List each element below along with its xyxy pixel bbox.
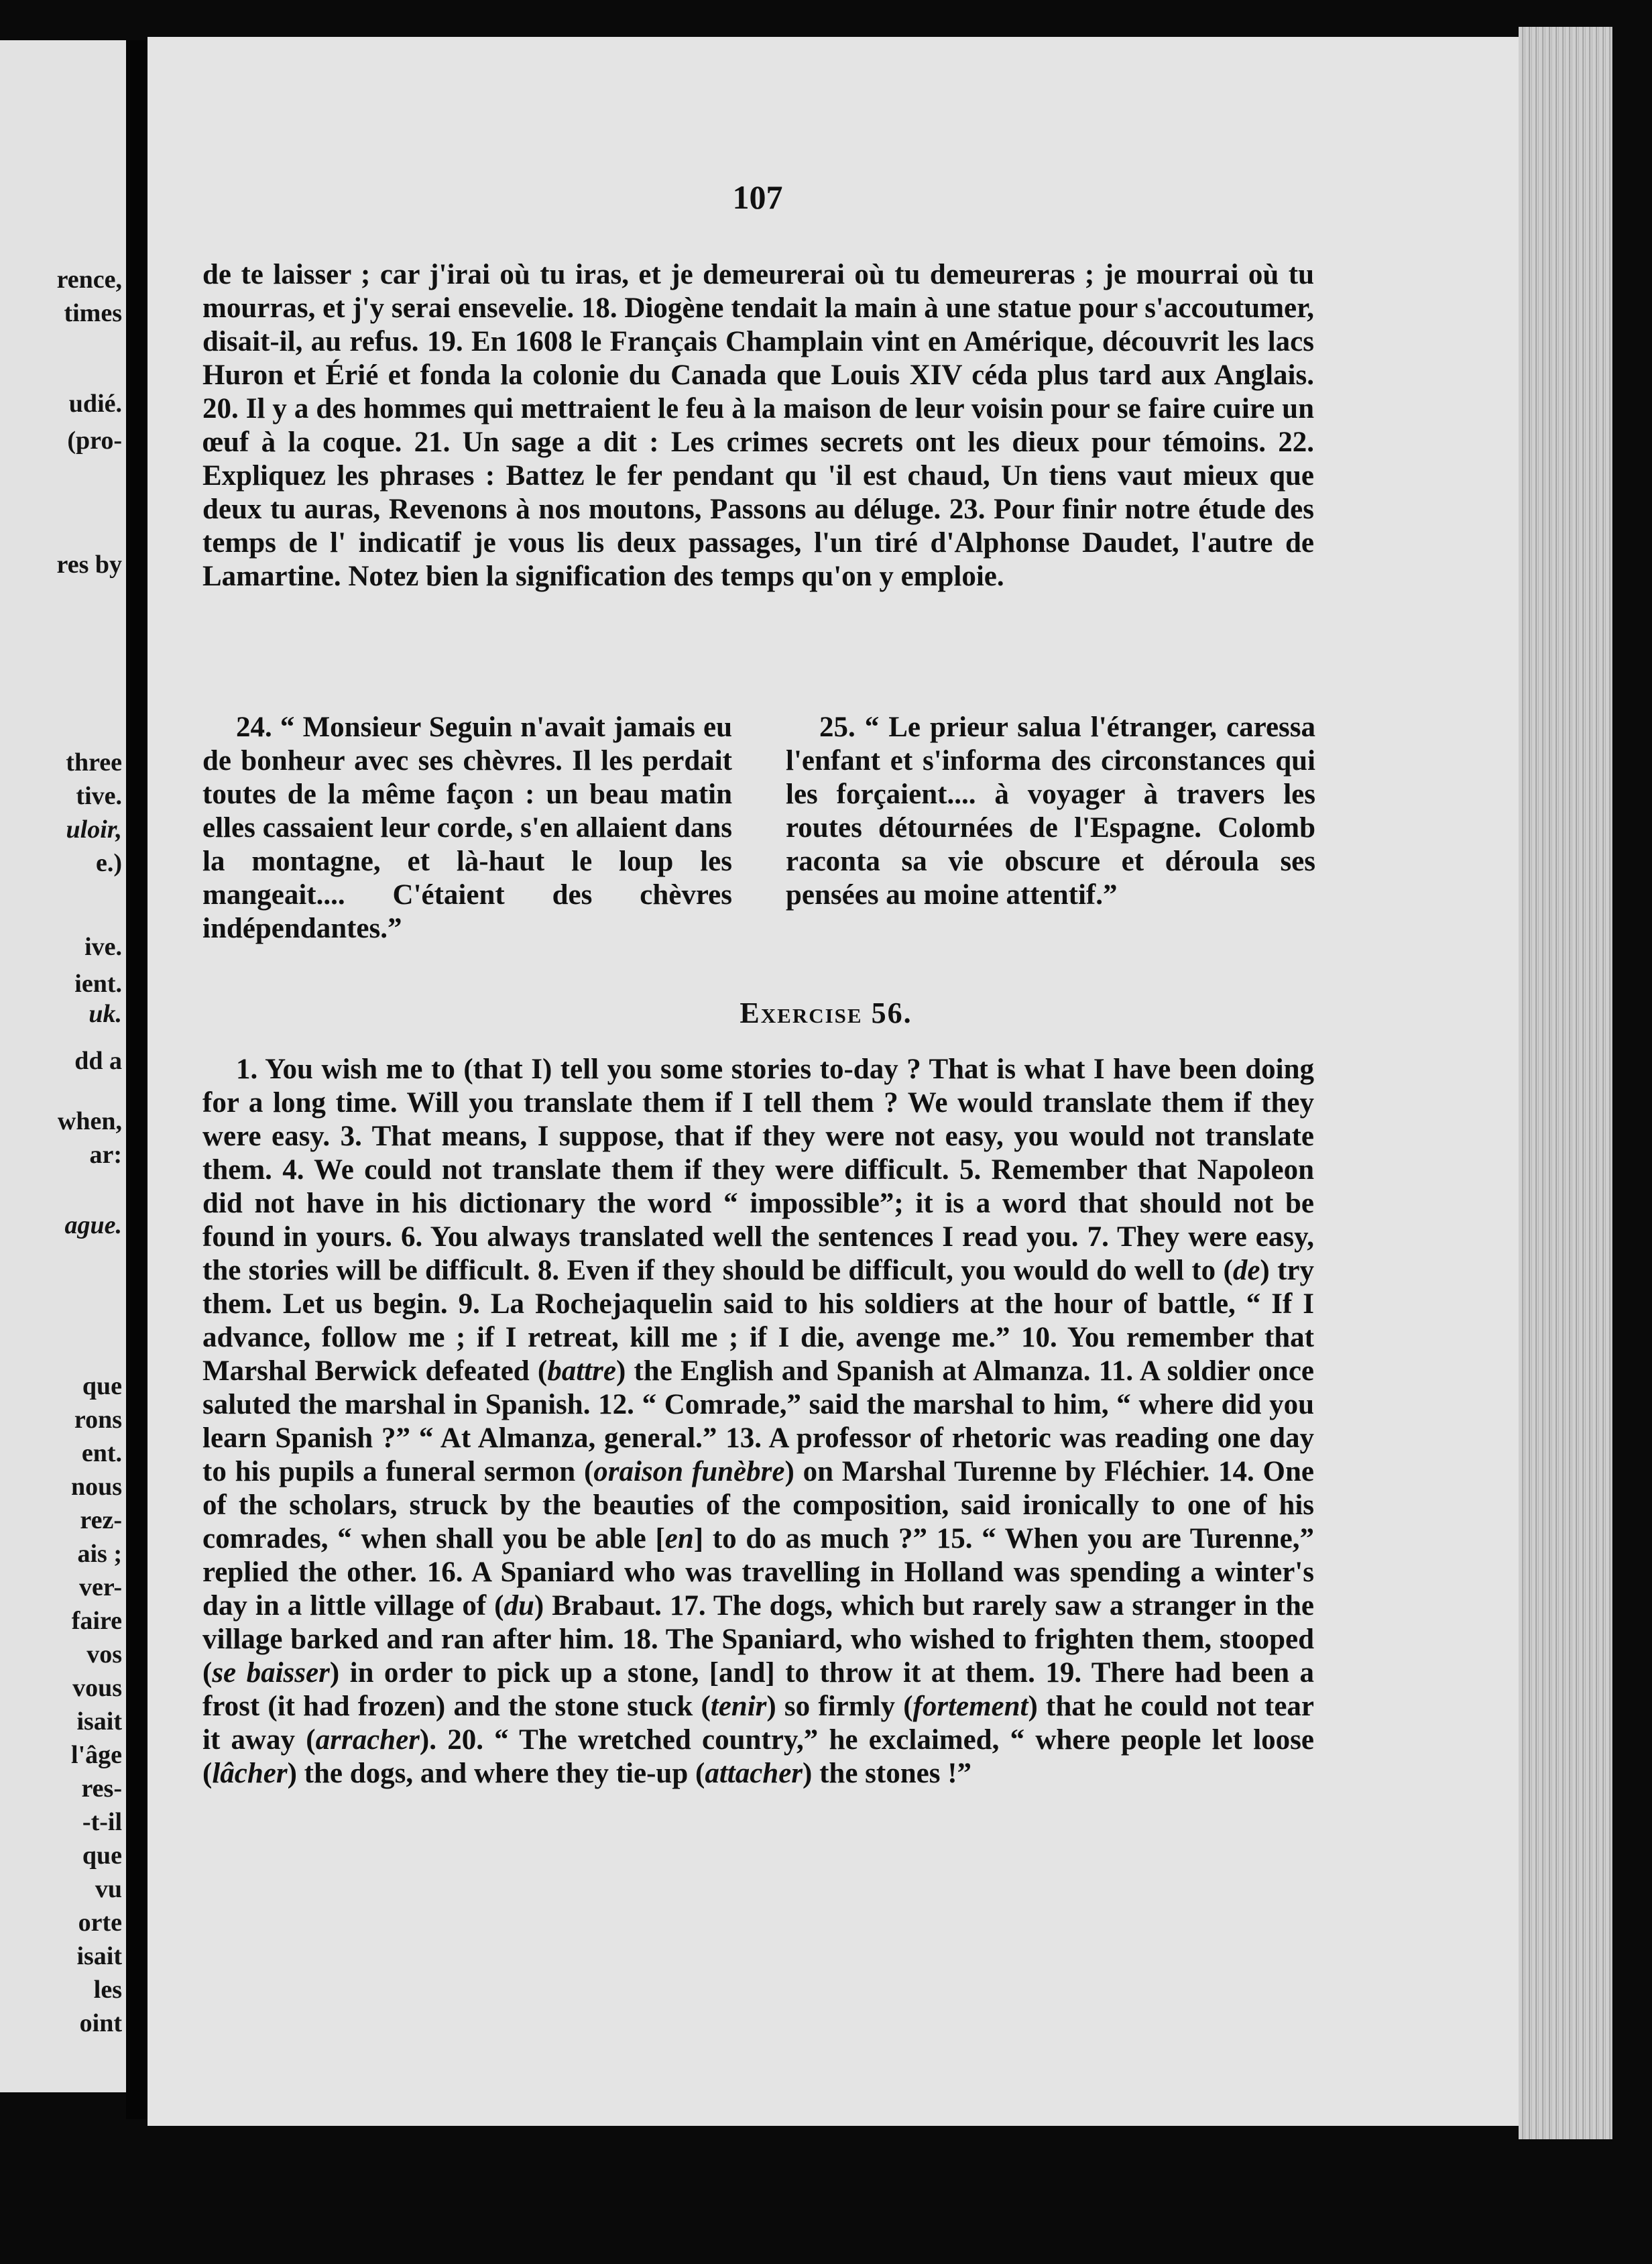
continued-paragraph: de te laisser ; car j'irai où tu iras, et je demeurerai où tu demeureras ; je mourrai où tu mourras, et j'y serai ensevelie. 18. Diogène tendait la main à une statue pour s'accoutumer, disait-il, au refus. 19. En 1608 le Français Champlain vint en Amérique, découvrit les lacs Huron et Érié et fonda la colonie du Canada que Louis XIV céda plus tard aux Anglais. 20. Il y a des hommes qui mettraient le feu à la maison de leur voisin pour se faire cuire un œuf à la coque. 21. Un sage a dit : Les crimes secrets ont les dieux pour témoins. 22. Expliquez les phrases : Battez le fer pendant qu 'il est chaud, Un tiens vaut mieux que deux tu auras, Revenons à nos moutons, Passons au déluge. 23. Pour finir notre étude des temps de l' indicatif je vous lis deux passages, l'un tiré d'Alphonse Daudet, l'autre de Lamartine. Notez bien la signification des temps qu'on y emploie.: [202, 259, 1314, 592]
exercise-french-gloss: tenir: [710, 1691, 767, 1722]
left-page-fragment: faire: [71, 1607, 122, 1635]
left-page-fragment: (pro-: [67, 427, 122, 455]
exercise-french-gloss: en: [664, 1523, 694, 1554]
left-page-fragment: orte: [78, 1909, 122, 1937]
left-page-fragment: que: [82, 1842, 122, 1870]
left-page-fragment: les: [93, 1976, 122, 2004]
left-page-fragment: isait: [76, 1707, 122, 1736]
left-page-fragment: vu: [95, 1875, 122, 1903]
exercise-french-gloss: oraison funèbre: [593, 1456, 785, 1487]
passage-25-lamartine: 25. “ Le prieur salua l'étranger, caressa l'enfant et s'informa des circonstances qui les forçaient.... à voyager à travers les routes détournées de l'Espagne. Colomb raconta sa vie obscure et déroula ses pensées au moine attentif.”: [786, 712, 1315, 911]
page-edges: [1519, 27, 1612, 2139]
exercise-french-gloss: de: [1232, 1255, 1260, 1286]
exercise-text: ) the stones !”: [803, 1758, 972, 1789]
french-sentences-block: [202, 258, 1314, 593]
left-page-fragment: rence,: [56, 266, 122, 294]
left-page-fragment: rez-: [80, 1506, 122, 1534]
left-page-fragment: ent.: [81, 1439, 122, 1467]
left-page-fragment: vos: [86, 1640, 122, 1668]
passage-24-daudet: 24. “ Monsieur Seguin n'avait jamais eu de bonheur avec ses chèvres. Il les perdait toutes de la même façon : un beau matin elles cassaient leur corde, s'en allaient dans la montagne, et là-haut le loup les mangeait.... C'étaient des chèvres indépendantes.”: [202, 712, 732, 944]
left-page-fragment: dd a: [74, 1047, 122, 1075]
left-page-fragment: nous: [70, 1473, 122, 1501]
left-page-fragment: res-: [81, 1774, 122, 1803]
left-page-fragment: oint: [79, 2009, 122, 2037]
left-page-fragment: three: [66, 748, 122, 777]
exercise-french-gloss: arracher: [315, 1724, 420, 1756]
exercise-text: ) in order to pick up a stone, [and] to throw it at them. 19. There had been a frost (it had frozen) and the stone stuck (: [202, 1657, 1314, 1722]
exercise-text: ) the dogs, and where they tie-up (: [287, 1758, 705, 1789]
left-page-fragment: rons: [74, 1406, 122, 1434]
left-page-fragment: uloir,: [66, 815, 122, 844]
exercise-56-body: [202, 1053, 1314, 1791]
exercise-text: ) on Marshal Turenne by Fléchier. 14. One of the scholars, struck by the beauties of the composition, said ironically to one of his comrades, “ when shall you be able [: [202, 1456, 1315, 1554]
exercise-text: 1. You wish me to (that I) tell you some stories to-day ? That is what I have been doing for a long time. Will you translate them if I tell them ? We would translate them if they were easy. 3. That means, I suppose, that if they were not easy, you would not translate them. 4. We could not translate them if they were difficult. 5. Remember that Napoleon did not have in his dictionary the word “ impossible”; it is a word that should not be found in yours. 6. You always translated well the sentences I read you. 7. They were easy, the stories will be difficult. 8. Even if they should be difficult, you would do well to (: [202, 1054, 1314, 1286]
exercise-french-gloss: battre: [547, 1355, 616, 1387]
left-page-fragment: e.): [95, 849, 122, 877]
left-page-fragment: res by: [56, 551, 122, 579]
left-page-fragment: ague.: [64, 1211, 122, 1239]
left-page-fragment: ar:: [89, 1141, 122, 1169]
exercise-french-gloss: se baisser: [212, 1657, 330, 1689]
left-page-fragment: l'âge: [71, 1741, 122, 1769]
left-page-fragment: udié.: [68, 390, 122, 418]
left-page-fragment: que: [82, 1372, 122, 1400]
left-page-fragment: when,: [57, 1107, 122, 1135]
left-page-fragment: isait: [76, 1942, 122, 1970]
exercise-text: ] to do as much ?” 15. “ When you are Turenne,” replied the other. 16. A Spaniard who was travelling in Holland was spending a winter's day in a little village of (: [202, 1523, 1314, 1622]
exercise-french-gloss: lâcher: [212, 1758, 288, 1789]
exercise-text: ) so firmly (: [766, 1691, 913, 1722]
left-page-fragment: ver-: [79, 1573, 122, 1601]
exercise-french-gloss: fortement: [912, 1691, 1028, 1722]
exercise-paragraph: [202, 1053, 1314, 1791]
exercise-heading: Exercise 56.: [740, 997, 912, 1029]
exercise-text: ). 20. “ The wretched country,” he exclaimed, “ where people let loose (: [202, 1724, 1314, 1789]
book-gutter: [126, 40, 148, 2119]
left-page-fragment: -t-il: [82, 1808, 122, 1836]
exercise-text: ) Brabaut. 17. The dogs, which but rarely saw a stranger in the village barked and ran after him. 18. The Spaniard, who wished to frighten them, stooped (: [202, 1590, 1314, 1689]
left-page-fragment: tive.: [76, 782, 122, 810]
page-number: 107: [732, 178, 783, 216]
exercise-text: ) try them. Let us begin. 9. La Rochejaquelin said to his soldiers at the hour of battle, “ If I advance, follow me ; if I retreat, kill me ; if I die, avenge me.” 10. You remember that Marshal Berwick defeated (: [202, 1255, 1314, 1387]
exercise-text: ) that he could not tear it away (: [202, 1691, 1314, 1756]
left-page-edge: [0, 40, 126, 2092]
exercise-french-gloss: attacher: [705, 1758, 803, 1789]
left-page-fragment: uk.: [88, 1000, 122, 1028]
left-page-fragment: ient.: [74, 970, 122, 998]
left-page-fragment: times: [64, 299, 122, 327]
left-page-fragment: ive.: [84, 933, 122, 961]
exercise-french-gloss: du: [504, 1590, 534, 1622]
left-page-fragment: vous: [72, 1674, 122, 1702]
exercise-text: ) the English and Spanish at Almanza. 11. A soldier once saluted the marshal in Spanish. 12. “ Comrade,” said the marshal to him, “ where did you learn Spanish ?” “ At Almanza, general.” 13. A professor of rhetoric was reading one day to his pupils a funeral sermon (: [202, 1355, 1314, 1487]
left-page-fragment: ais ;: [77, 1540, 122, 1568]
